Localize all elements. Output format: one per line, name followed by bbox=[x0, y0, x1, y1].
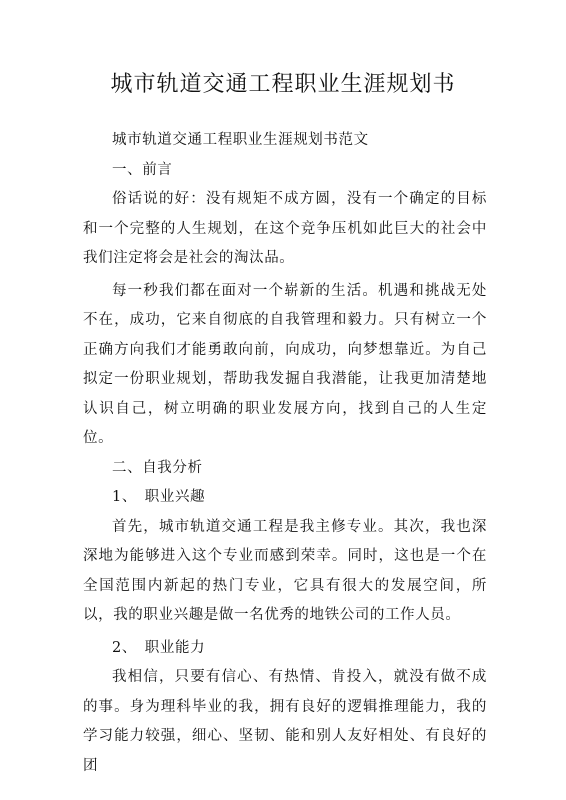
document-subtitle: 城市轨道交通工程职业生涯规划书范文 bbox=[112, 132, 369, 148]
section-heading-self-analysis: 二、自我分析 bbox=[112, 459, 203, 476]
paragraph-ability: 我相信，只要有信心、有热情、肯投入，就没有做不成的事。身为理科毕业的我，拥有良好的逻辑推理能力，我的学习能力较强，细心、坚韧、能和别人友好相处、有良好的团 bbox=[83, 669, 487, 774]
subsection-heading-interest: 1、 职业兴趣 bbox=[112, 489, 206, 505]
paragraph-preface-2: 每一秒我们都在面对一个崭新的生活。机遇和挑战无处不在，成功，它来自彻底的自我管理和毅力。只有树立一个正确方向我们才能勇敢向前，向成功，向梦想靠近。为自己拟定一份职业规划，帮助我发掘自我潜能，让我更加清楚地认识自己，树立明确的职业发展方向，找到自己的人生定位。 bbox=[83, 282, 487, 446]
paragraph-interest: 首先，城市轨道交通工程是我主修专业。其次，我也深深地为能够进入这个专业而感到荣幸。同时，这也是一个在全国范围内新起的热门专业，它具有很大的发展空间，所以，我的职业兴趣是做一名优秀的地铁公司的工作人员。 bbox=[83, 518, 487, 623]
document-title: 城市轨道交通工程职业生涯规划书 bbox=[110, 72, 456, 97]
paragraph-preface-1: 俗话说的好：没有规矩不成方圆，没有一个确定的目标和一个完整的人生规划，在这个竞争压机如此巨大的社会中我们注定将会是社会的淘汰品。 bbox=[83, 191, 487, 266]
document-body bbox=[83, 126, 487, 781]
subsection-heading-ability: 2、 职业能力 bbox=[112, 639, 206, 656]
section-heading-preface: 一、前言 bbox=[112, 161, 173, 178]
